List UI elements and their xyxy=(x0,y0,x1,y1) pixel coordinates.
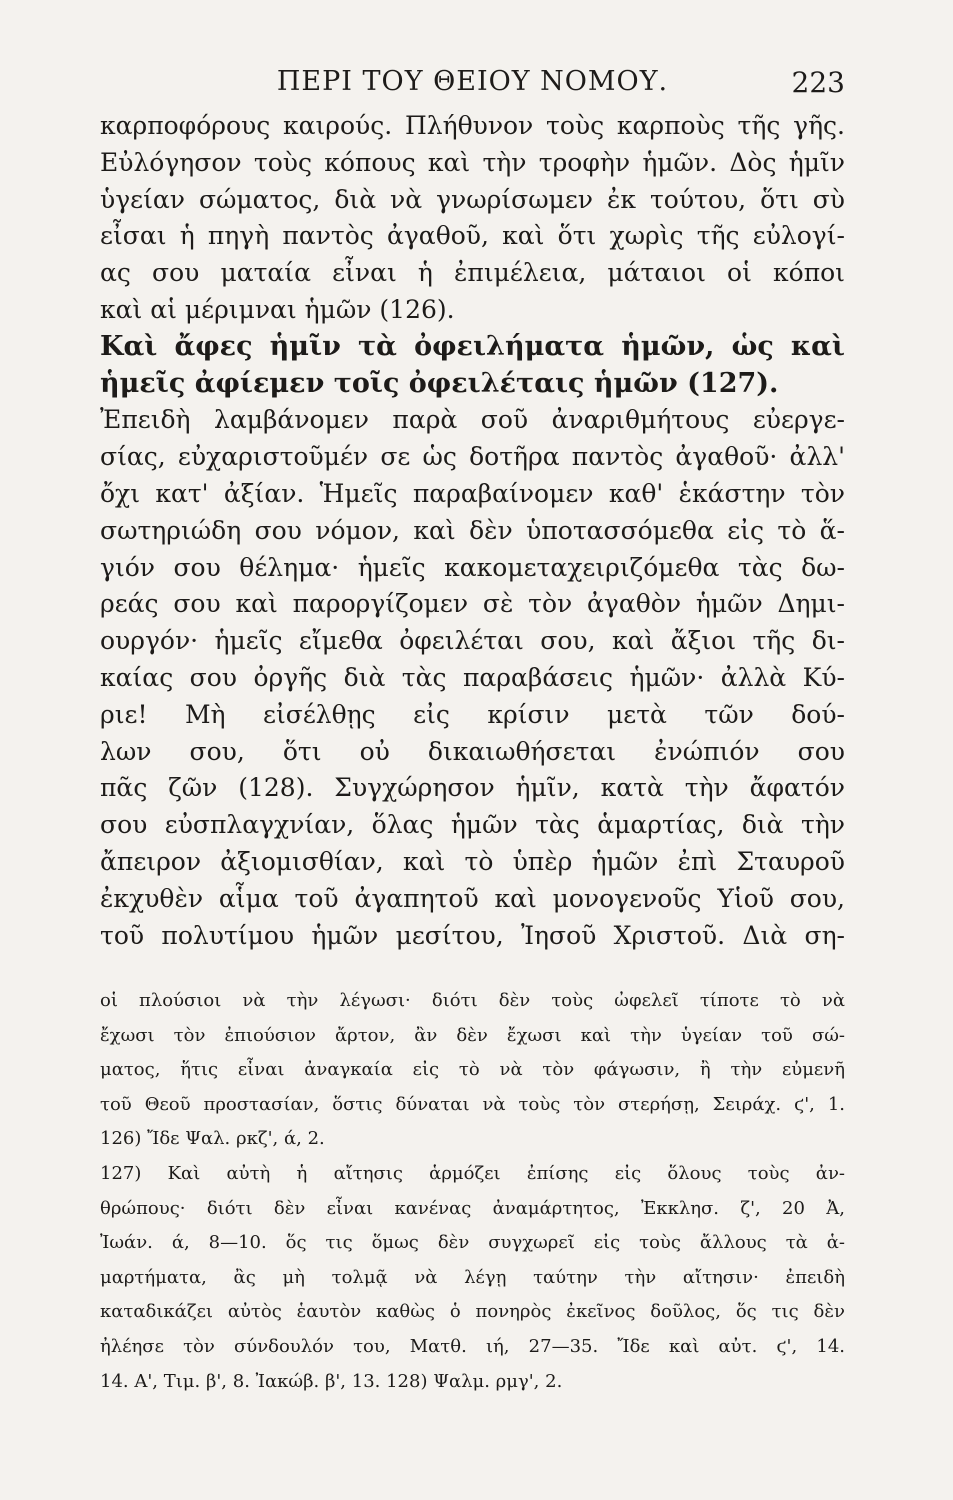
text-line: σου εὐσπλαγχνίαν, ὅλας ἡμῶν τὰς ἁμαρτίας, διὰ τὴν xyxy=(100,810,845,840)
footnote-line: θρώπους· διότι δὲν εἶναι κανένας ἀναμάρτητος, Ἐκκλησ. ζ', 20 Ἀ, xyxy=(100,1197,845,1219)
text-line: καίας σου ὀργῆς διὰ τὰς παραβάσεις ἡμῶν· ἀλλὰ Κύ- xyxy=(100,662,845,692)
text-line: καὶ αἱ μέριμναι ἡμῶν (126). xyxy=(100,294,455,324)
quotation-line: λων σου, ὅτι οὐ δικαιωθήσεται ἐνώπιόν σου xyxy=(100,736,845,766)
text-line: σωτηριώδη σου νόμον, καὶ δὲν ὑποτασσόμεθα εἰς τὸ ἅ- xyxy=(100,515,845,545)
text-line: γιόν σου θέλημα· ἡμεῖς κακομεταχειριζόμεθα τὰς δω- xyxy=(100,552,845,582)
running-title: ΠΕΡΙ ΤΟΥ ΘΕΙΟΥ ΝΟΜΟΥ. xyxy=(276,66,669,97)
text-line: τοῦ πολυτίμου ἡμῶν μεσίτου, Ἰησοῦ Χριστοῦ. Διὰ ση- xyxy=(100,920,845,950)
quotation-line: ριε! Μὴ εἰσέλθῃς εἰς κρίσιν μετὰ τῶν δού- xyxy=(100,699,845,729)
text-line: σίας, εὐχαριστοῦμέν σε ὡς δοτῆρα παντὸς ἀγαθοῦ· ἀλλ' xyxy=(100,442,845,472)
text-line: ὑγείαν σώματος, διὰ νὰ γνωρίσωμεν ἐκ τούτου, ὅτι σὺ xyxy=(100,184,845,214)
text-line: ἐκχυθὲν αἷμα τοῦ ἀγαπητοῦ καὶ μονογενοῦς Υἱοῦ σου, xyxy=(100,883,845,913)
page-header xyxy=(100,66,845,106)
text-line: ας σου ματαία εἶναι ἡ ἐπιμέλεια, μάταιοι οἱ κόποι xyxy=(100,258,845,288)
text-line: Ἐπειδὴ λαμβάνομεν παρὰ σοῦ ἀναριθμήτους εὐεργε- xyxy=(100,405,845,435)
prayer-heading-line: ἡμεῖς ἀφίεμεν τοῖς ὀφειλέταις ἡμῶν (127). xyxy=(100,367,779,399)
footnote-line: ἔχωσι τὸν ἐπιούσιον ἄρτον, ἂν δὲν ἔχωσι καὶ τὴν ὑγείαν τοῦ σώ- xyxy=(100,1024,845,1046)
footnote-line: ἠλέησε τὸν σύνδουλόν του, Ματθ. ιή, 27—35. Ἴδε καὶ αὐτ. ϛ', 14. xyxy=(100,1335,845,1357)
text-line: καρποφόρους καιρούς. Πλήθυνον τοὺς καρποὺς τῆς γῆς. xyxy=(100,111,845,140)
footnote-line: μαρτήματα, ἂς μὴ τολμᾷ νὰ λέγῃ ταύτην τὴν αἴτησιν· ἐπειδὴ xyxy=(100,1266,845,1288)
footnote-line: τοῦ Θεοῦ προστασίαν, ὅστις δύναται νὰ τοὺς τὸν στερήσῃ, Σειράχ. ϛ', 1. xyxy=(100,1093,845,1115)
footnote-line: 127) Καὶ αὐτὴ ἡ αἴτησις ἁρμόζει ἐπίσης εἰς ὅλους τοὺς ἀν- xyxy=(100,1162,845,1184)
footnote-line: οἱ πλούσιοι νὰ τὴν λέγωσι· διότι δὲν τοὺς ὠφελεῖ τίποτε τὸ νὰ xyxy=(100,990,845,1011)
text-line: ουργόν· ἡμεῖς εἴμεθα ὀφειλέται σου, καὶ ἄξιοι τῆς δι- xyxy=(100,626,845,656)
prayer-heading-line: Καὶ ἄφες ἡμῖν τὰ ὀφειλήματα ἡμῶν, ὡς καὶ xyxy=(100,330,845,362)
text-line: ρεάς σου καὶ παροργίζομεν σὲ τὸν ἀγαθὸν ἡμῶν Δημι- xyxy=(100,589,845,619)
text-line: Εὐλόγησον τοὺς κόπους καὶ τὴν τροφὴν ἡμῶν. Δὸς ἡμῖν xyxy=(100,147,845,177)
text-line: πᾶς ζῶν (128). Συγχώρησον ἡμῖν, κατὰ τὴν ἄφατόν xyxy=(100,773,845,803)
footnote-line: 126) Ἴδε Ψαλ. ρκζ', ά, 2. xyxy=(100,1128,325,1150)
text-line: ἄπειρον ἀξιομισθίαν, καὶ τὸ ὑπὲρ ἡμῶν ἐπὶ Σταυροῦ xyxy=(100,846,845,876)
page-number: 223 xyxy=(791,66,845,99)
footnote-line: καταδικάζει αὐτὸς ἑαυτὸν καθὼς ὁ πονηρὸς ἐκεῖνος δοῦλος, ὅς τις δὲν xyxy=(100,1301,845,1323)
text-line: εἶσαι ἡ πηγὴ παντὸς ἀγαθοῦ, καὶ ὅτι χωρὶς τῆς εὐλογί- xyxy=(100,221,845,251)
footnote-line: Ἰωάν. ά, 8—10. ὅς τις ὅμως δὲν συγχωρεῖ εἰς τοὺς ἄλλους τὰ ἁ- xyxy=(100,1232,845,1254)
text-line: ὄχι κατ' ἀξίαν. Ἡμεῖς παραβαίνομεν καθ' ἑκάστην τὸν xyxy=(100,478,845,508)
footnotes xyxy=(100,984,845,1399)
main-text xyxy=(100,108,845,954)
footnote-line: 14. Α', Τιμ. β', 8. Ἰακώβ. β', 13. 128) Ψαλμ. ρμγ', 2. xyxy=(100,1370,563,1392)
footnote-line: ματος, ἥτις εἶναι ἀναγκαία εἰς τὸ νὰ τὸν φάγωσιν, ἢ τὴν εὐμενῆ xyxy=(100,1059,845,1081)
